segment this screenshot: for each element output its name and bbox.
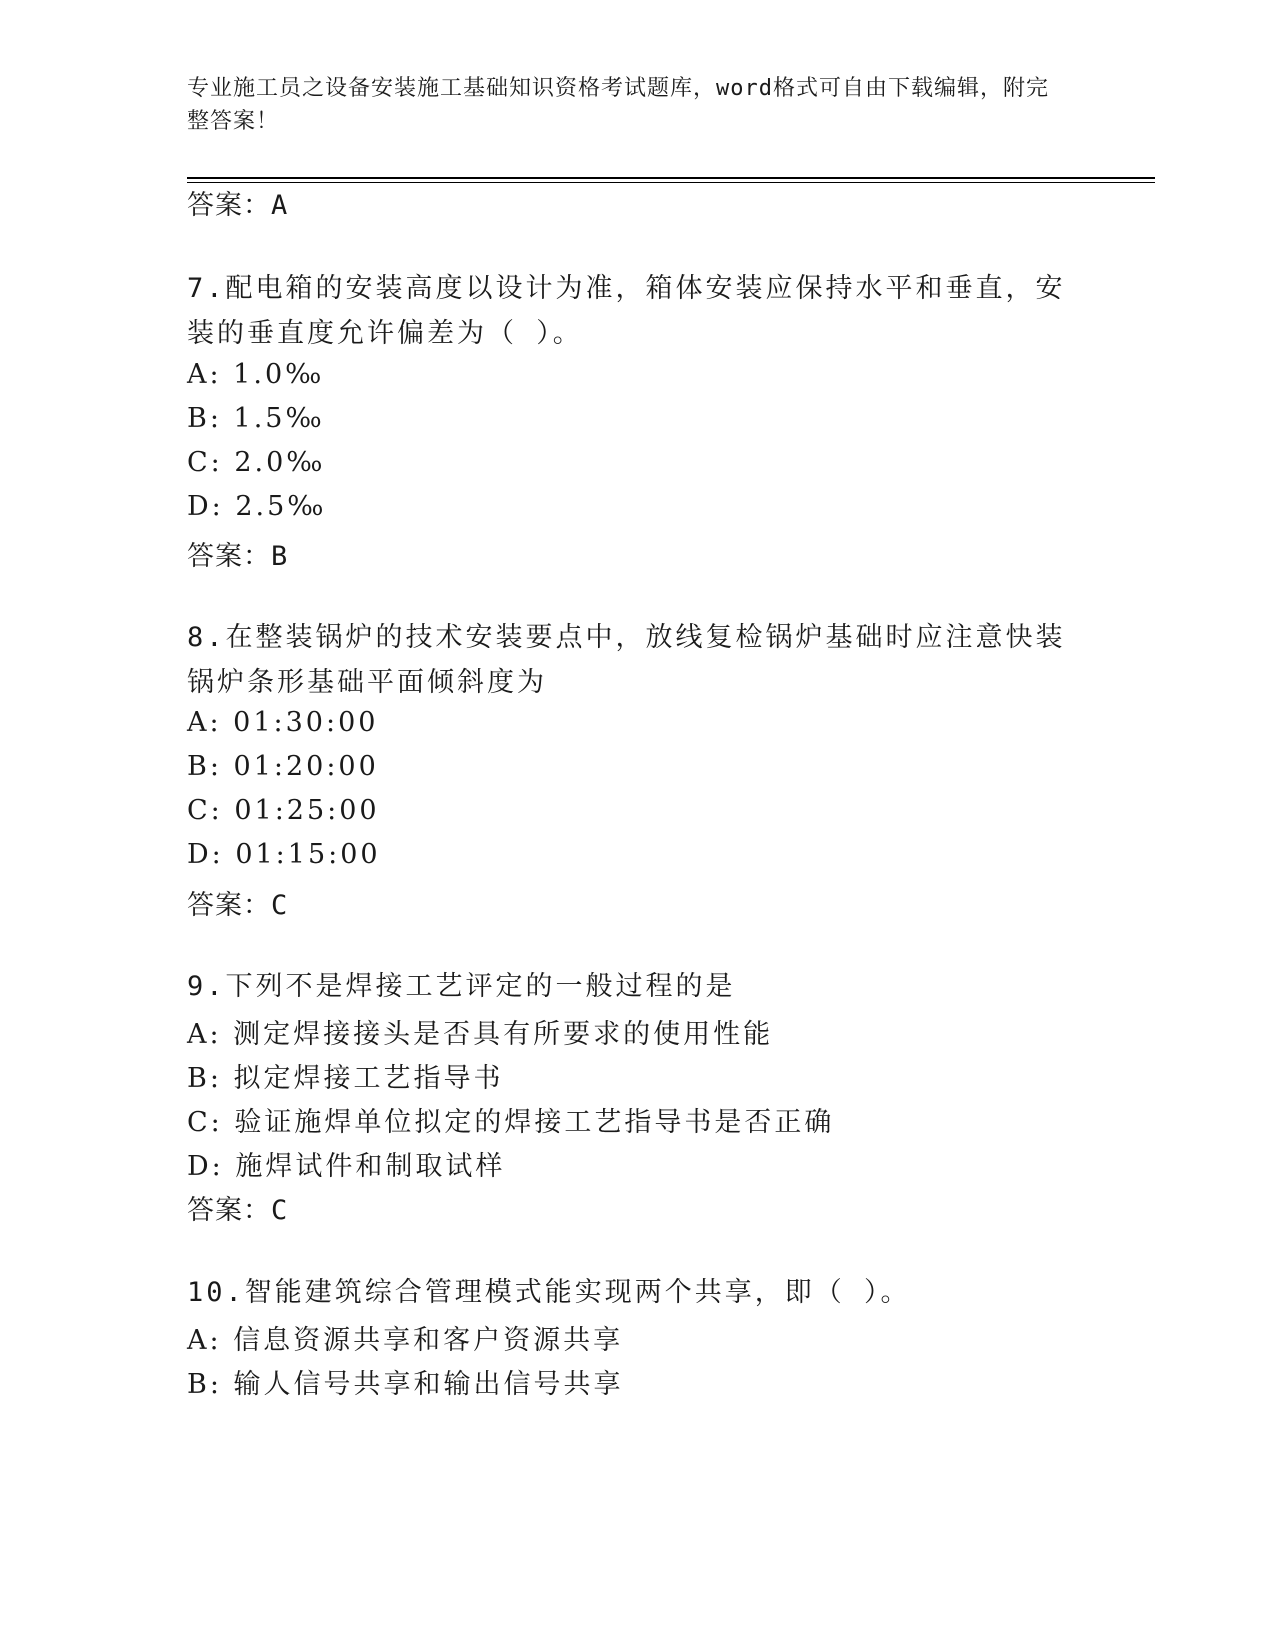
question-stem-9: 9.下列不是焊接工艺评定的一般过程的是 — [187, 971, 736, 1002]
option-b: B: 输人信号共享和输出信号共享 — [187, 1369, 624, 1400]
document-header: 专业施工员之设备安装施工基础知识资格考试题库，word格式可自由下载编辑，附完整答案！ — [187, 76, 1049, 134]
option-c: C: 验证施焊单位拟定的焊接工艺指导书是否正确 — [187, 1107, 835, 1138]
question-stem-10: 10.智能建筑综合管理模式能实现两个共享，即（ ）。 — [187, 1277, 911, 1308]
option-d: D: 施焊试件和制取试样 — [187, 1151, 506, 1182]
option-c: C: 01:25:00 — [187, 795, 380, 826]
previous-answer: 答案：A — [187, 190, 289, 221]
answer-7: 答案：B — [187, 541, 289, 572]
option-b: B: 拟定焊接工艺指导书 — [187, 1063, 504, 1094]
question-stem-7: 7.配电箱的安装高度以设计为准，箱体安装应保持水平和垂直，安装的垂直度允许偏差为（ ）。 — [187, 273, 1066, 349]
option-c: C: 2.0‰ — [187, 447, 326, 478]
header-rule-thin — [187, 182, 1155, 183]
question-stem-8: 8.在整装锅炉的技术安装要点中，放线复检锅炉基础时应注意快装锅炉条形基础平面倾斜度为 — [187, 622, 1066, 698]
option-a: A: 测定焊接接头是否具有所要求的使用性能 — [187, 1019, 774, 1050]
option-a: A: 01:30:00 — [187, 707, 379, 738]
option-b: B: 01:20:00 — [187, 751, 379, 782]
option-d: D: 2.5‰ — [187, 491, 327, 522]
option-b: B: 1.5‰ — [187, 403, 325, 434]
option-a: A: 信息资源共享和客户资源共享 — [187, 1325, 624, 1356]
option-d: D: 01:15:00 — [187, 839, 381, 870]
header-rule-thick — [187, 177, 1155, 179]
answer-8: 答案：C — [187, 890, 289, 921]
answer-9: 答案：C — [187, 1195, 289, 1226]
option-a: A: 1.0‰ — [187, 359, 325, 390]
